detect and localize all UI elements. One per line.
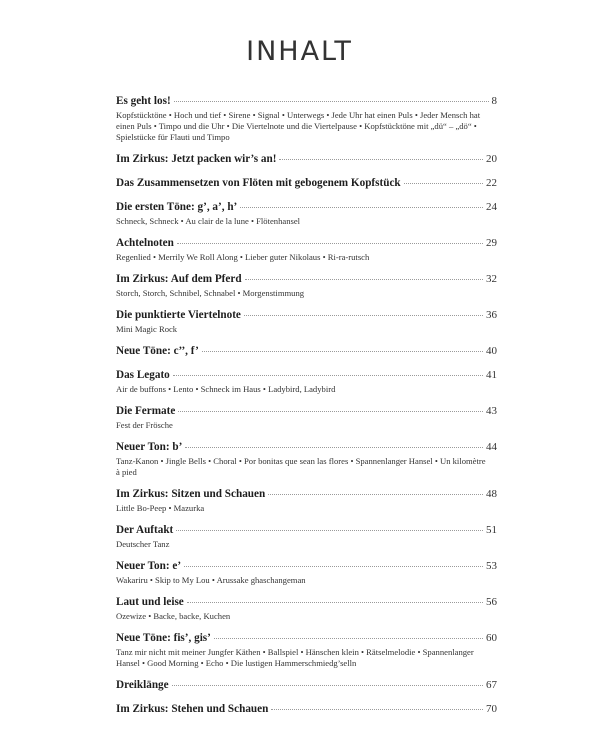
toc-entry-title: Im Zirkus: Auf dem Pferd <box>116 273 242 285</box>
toc-entry-page-number: 8 <box>491 95 497 107</box>
toc-entry-row <box>116 631 497 646</box>
toc-entry-row <box>116 368 497 383</box>
toc-entry-title: Dreiklänge <box>116 679 169 691</box>
toc-entry-pieces: Schneck, Schneck • Au clair de la lune • Flötenhansel <box>116 216 301 226</box>
toc-entry-row <box>116 678 497 693</box>
toc-entry-title: Im Zirkus: Jetzt packen wir’s an! <box>116 153 277 165</box>
toc-entry <box>116 440 497 478</box>
toc-entry-pieces: Mini Magic Rock <box>116 324 178 334</box>
dot-leader <box>245 279 483 280</box>
toc-entry <box>116 344 497 359</box>
dot-leader <box>244 315 483 316</box>
toc-entry-page-number: 48 <box>486 488 497 500</box>
toc-entry <box>116 559 497 586</box>
table-of-contents <box>116 94 497 726</box>
toc-entry-page-number: 32 <box>486 273 497 285</box>
toc-entry-pieces: Wakariru • Skip to My Lou • Arussake ghaschangeman <box>116 575 306 585</box>
toc-entry-page-number: 40 <box>486 345 497 357</box>
toc-entry <box>116 152 497 167</box>
toc-entry-page-number: 29 <box>486 237 497 249</box>
toc-entry-row <box>116 152 497 167</box>
dot-leader <box>404 183 483 184</box>
toc-entry-row <box>116 595 497 610</box>
dot-leader <box>184 566 483 567</box>
toc-entry-title: Neue Töne: c’’, f’ <box>116 345 199 357</box>
toc-entry-title: Neuer Ton: e’ <box>116 560 182 572</box>
toc-entry-row <box>116 176 497 191</box>
dot-leader <box>268 494 483 495</box>
toc-entry-pieces: Tanz mir nicht mit meiner Jungfer Käthen • Ballspiel • Hänschen klein • Rätselmelodie • Spannenlanger Hansel • Good Morning • Echo • Die lustigen Hammerschmiedg’selln <box>116 647 474 668</box>
toc-entry <box>116 702 497 717</box>
dot-leader <box>173 375 483 376</box>
toc-entry <box>116 404 497 431</box>
toc-entry-title: Laut und leise <box>116 596 184 608</box>
toc-entry-row <box>116 559 497 574</box>
toc-entry <box>116 200 497 227</box>
toc-entry-row <box>116 344 497 359</box>
toc-entry-title: Im Zirkus: Stehen und Schauen <box>116 703 269 715</box>
toc-entry-row <box>116 272 497 287</box>
toc-entry-pieces: Air de buffons • Lento • Schneck im Haus • Ladybird, Ladybird <box>116 384 336 394</box>
dot-leader <box>202 351 483 352</box>
toc-entry-page-number: 60 <box>486 632 497 644</box>
toc-entry <box>116 523 497 550</box>
dot-leader <box>240 207 483 208</box>
toc-entry <box>116 595 497 622</box>
toc-entry-title: Im Zirkus: Sitzen und Schauen <box>116 488 266 500</box>
toc-entry-row <box>116 308 497 323</box>
toc-entry-pieces: Fest der Frösche <box>116 420 173 430</box>
dot-leader <box>185 447 483 448</box>
toc-entry <box>116 631 497 669</box>
toc-entry-title: Das Zusammensetzen von Flöten mit gebogenem Kopfstück <box>116 177 401 189</box>
toc-entry-row <box>116 236 497 251</box>
dot-leader <box>187 602 483 603</box>
toc-entry-page-number: 53 <box>486 560 497 572</box>
toc-entry-page-number: 22 <box>486 177 497 189</box>
toc-entry-row <box>116 523 497 538</box>
toc-entry <box>116 308 497 335</box>
toc-entry-row <box>116 94 497 109</box>
toc-entry-row <box>116 440 497 455</box>
page-title: INHALT <box>246 36 353 67</box>
toc-entry <box>116 176 497 191</box>
toc-entry-page-number: 24 <box>486 201 497 213</box>
toc-entry-row <box>116 200 497 215</box>
toc-entry-title: Es geht los! <box>116 95 171 107</box>
toc-entry <box>116 94 497 143</box>
dot-leader <box>271 709 483 710</box>
toc-entry <box>116 368 497 395</box>
toc-entry <box>116 272 497 299</box>
toc-entry <box>116 236 497 263</box>
dot-leader <box>178 411 483 412</box>
toc-entry-pieces: Storch, Storch, Schnibel, Schnabel • Morgenstimmung <box>116 288 305 298</box>
toc-entry-pieces: Tanz-Kanon • Jingle Bells • Choral • Por bonitas que sean las flores • Spannenlanger Hansel • Un kilomètre à pied <box>116 456 486 477</box>
dot-leader <box>174 101 489 102</box>
toc-entry-title: Die punktierte Viertelnote <box>116 309 241 321</box>
toc-entry-title: Neuer Ton: b’ <box>116 441 183 453</box>
toc-entry-page-number: 56 <box>486 596 497 608</box>
toc-entry-pieces: Kopfstücktöne • Hoch und tief • Sirene • Signal • Unterwegs • Jede Uhr hat einen Puls • Jeder Mensch hat einen Puls • Timpo und die Uhr • Die Viertelnote und die Viertelpause • Kopfstücktöne mit „dü“ – „dö“ • Spielstücke für Flauti und Timpo <box>116 110 481 142</box>
toc-entry-page-number: 44 <box>486 441 497 453</box>
toc-entry-title: Das Legato <box>116 369 170 381</box>
toc-entry-title: Die ersten Töne: g’, a’, h’ <box>116 201 238 213</box>
dot-leader <box>177 243 483 244</box>
toc-entry-page-number: 36 <box>486 309 497 321</box>
toc-entry-page-number: 70 <box>486 703 497 715</box>
toc-entry-title: Die Fermate <box>116 405 176 417</box>
toc-entry-page-number: 43 <box>486 405 497 417</box>
toc-entry-row <box>116 487 497 502</box>
dot-leader <box>214 638 483 639</box>
toc-entry-pieces: Deutscher Tanz <box>116 539 170 549</box>
toc-entry-page-number: 41 <box>486 369 497 381</box>
toc-entry-row <box>116 702 497 717</box>
dot-leader <box>176 530 483 531</box>
toc-entry-page-number: 20 <box>486 153 497 165</box>
toc-entry-page-number: 67 <box>486 679 497 691</box>
toc-entry-title: Neue Töne: fis’, gis’ <box>116 632 211 644</box>
toc-entry-row <box>116 404 497 419</box>
toc-entry-pieces: Ozewize • Backe, backe, Kuchen <box>116 611 231 621</box>
toc-entry-pieces: Regenlied • Merrily We Roll Along • Lieber guter Nikolaus • Ri-ra-rutsch <box>116 252 370 262</box>
toc-entry-title: Achtelnoten <box>116 237 174 249</box>
toc-entry-title: Der Auftakt <box>116 524 174 536</box>
dot-leader <box>172 685 483 686</box>
toc-entry <box>116 678 497 693</box>
toc-entry-pieces: Little Bo-Peep • Mazurka <box>116 503 205 513</box>
toc-entry-page-number: 51 <box>486 524 497 536</box>
dot-leader <box>279 159 483 160</box>
toc-entry <box>116 487 497 514</box>
